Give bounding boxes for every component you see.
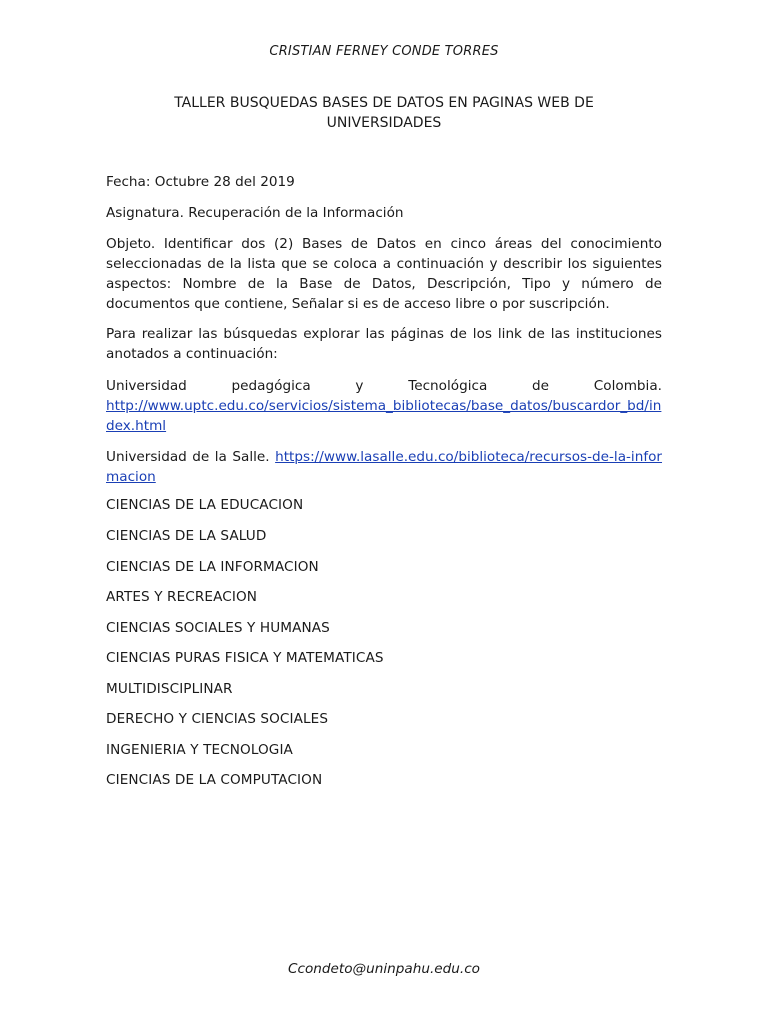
area-item: CIENCIAS DE LA SALUD: [106, 528, 267, 544]
salle-link[interactable]: https://www.lasalle.edu.co/biblioteca/recursos-de-la-informacion: [106, 449, 663, 485]
salle-label: Universidad de la Salle.: [106, 449, 270, 465]
area-item: INGENIERIA Y TECNOLOGIA: [106, 742, 293, 758]
area-item: CIENCIAS SOCIALES Y HUMANAS: [106, 620, 330, 636]
area-item: CIENCIAS PURAS FISICA Y MATEMATICAS: [106, 650, 384, 666]
area-item: CIENCIAS DE LA INFORMACION: [106, 559, 319, 575]
uptc-block: [106, 376, 662, 436]
title-line-2: UNIVERSIDADES: [326, 115, 442, 131]
area-item: DERECHO Y CIENCIAS SOCIALES: [106, 711, 329, 727]
area-item: MULTIDISCIPLINAR: [106, 681, 233, 697]
fecha-line: Fecha: Octubre 28 del 2019: [106, 174, 295, 190]
area-item: CIENCIAS DE LA COMPUTACION: [106, 772, 323, 788]
area-item: ARTES Y RECREACION: [106, 589, 258, 605]
objeto-paragraph: Objeto. Identificar dos (2) Bases de Datos en cinco áreas del conocimiento seleccionadas de la lista que se coloca a continuación y describir los siguientes aspectos: Nombre de la Base de Datos, Descripción, Tipo y número de documentos que contiene, Señalar si es de acceso libre o por suscripción.: [106, 236, 662, 312]
asignatura-line: Asignatura. Recuperación de la Información: [106, 205, 404, 221]
area-item: CIENCIAS DE LA EDUCACION: [106, 497, 304, 513]
salle-block: [106, 447, 662, 487]
author-header: CRISTIAN FERNEY CONDE TORRES: [269, 44, 499, 59]
footer-email: Ccondeto@uninpahu.edu.co: [288, 961, 480, 977]
document-title: [130, 93, 638, 133]
instruccion-paragraph: Para realizar las búsquedas explorar las páginas de los link de las instituciones anotados a continuación:: [106, 326, 662, 362]
uptc-link[interactable]: http://www.uptc.edu.co/servicios/sistema_bibliotecas/base_datos/buscardor_bd/index.html: [106, 398, 662, 434]
title-line-1: TALLER BUSQUEDAS BASES DE DATOS EN PAGINAS WEB DE: [174, 95, 594, 111]
uptc-label: Universidad pedagógica y Tecnológica de Colombia.: [106, 378, 662, 394]
